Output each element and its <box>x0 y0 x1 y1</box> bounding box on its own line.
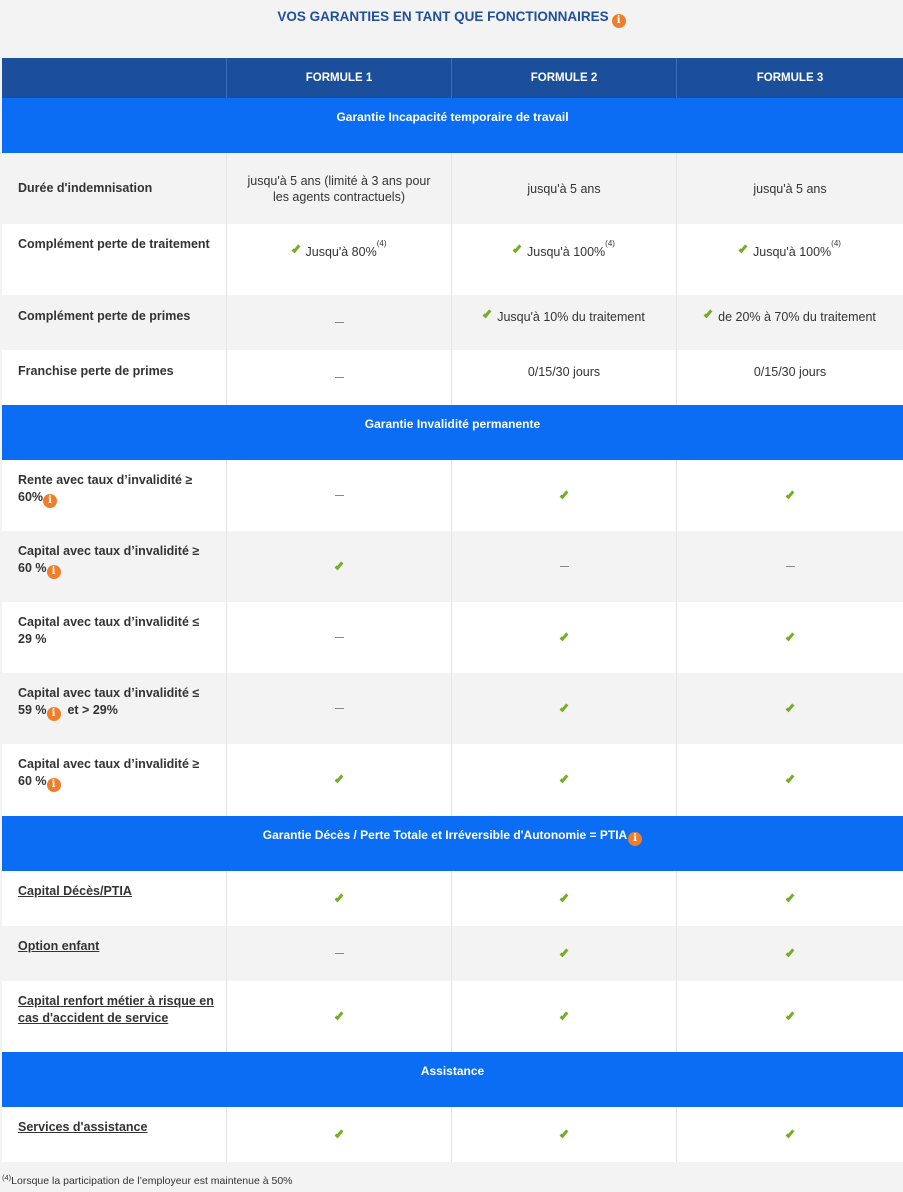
check-icon <box>786 1128 795 1137</box>
section-header-incapacite: Garantie Incapacité temporaire de travail <box>2 98 903 153</box>
cell-formule-1 <box>227 350 452 405</box>
check-icon <box>786 947 795 956</box>
cell-formule-2 <box>452 460 677 531</box>
table-row-option-enfant <box>2 926 903 981</box>
cell-formule-2 <box>452 673 677 744</box>
row-label-link[interactable]: Option enfant <box>2 926 227 981</box>
table-row-complement-traitement <box>2 224 903 295</box>
page-title: VOS GARANTIES EN TANT QUE FONCTIONNAIRES i <box>0 9 903 27</box>
check-icon <box>786 892 795 901</box>
cell-formule-1: Jusqu'à 80% (4) <box>227 224 452 295</box>
cell-formule-2 <box>452 981 677 1052</box>
row-label: Rente avec taux d’invalidité ≥ 60% i <box>2 460 227 531</box>
info-icon[interactable]: i <box>612 14 626 28</box>
dash-icon <box>786 566 795 568</box>
check-icon <box>335 1128 344 1137</box>
check-icon <box>291 244 300 253</box>
footnote: $^{(4)}$Lorsque la participation de l’employeur est maintenue à 50% <box>2 1173 293 1187</box>
dash-icon <box>560 566 569 568</box>
check-icon <box>335 892 344 901</box>
check-icon <box>560 631 569 640</box>
check-icon <box>483 309 492 318</box>
table-row-rente-60 <box>2 460 903 531</box>
table-row-complement-primes <box>2 295 903 350</box>
row-label: Complément perte de traitement <box>2 224 227 295</box>
section-header-assistance: Assistance <box>2 1052 903 1107</box>
check-icon <box>560 947 569 956</box>
check-icon <box>335 560 344 569</box>
check-icon <box>786 1010 795 1019</box>
dash-icon <box>335 322 344 324</box>
check-icon <box>786 774 795 783</box>
check-icon <box>560 1128 569 1137</box>
dash-icon <box>335 377 344 379</box>
cell-formule-2 <box>452 926 677 981</box>
section-header-deces: Garantie Décès / Perte Totale et Irréversible d'Autonomie = PTIA i <box>2 816 903 871</box>
cell-formule-2 <box>452 871 677 926</box>
check-icon <box>786 702 795 711</box>
column-header-formule-2: FORMULE 2 <box>452 58 677 98</box>
row-label: Capital avec taux d’invalidité ≥ 60 % i <box>2 744 227 816</box>
dash-icon <box>335 637 344 639</box>
cell-formule-2: jusqu'à 5 ans <box>452 153 677 224</box>
column-header-formule-1: FORMULE 1 <box>227 58 452 98</box>
table-row-capital-renfort <box>2 981 903 1052</box>
cell-formule-2 <box>452 1107 677 1162</box>
cell-formule-3 <box>677 926 903 981</box>
check-icon <box>335 1010 344 1019</box>
cell-formule-1 <box>227 1107 452 1162</box>
cell-formule-2: 0/15/30 jours <box>452 350 677 405</box>
cell-formule-1 <box>227 531 452 602</box>
cell-formule-3 <box>677 673 903 744</box>
table-row-capital-60-b <box>2 744 903 816</box>
check-icon <box>786 631 795 640</box>
table-row-capital-deces <box>2 871 903 926</box>
cell-formule-3 <box>677 531 903 602</box>
info-icon[interactable]: i <box>47 707 61 721</box>
check-icon <box>560 702 569 711</box>
cell-formule-3: de 20% à 70% du traitement <box>677 295 903 350</box>
row-label: Capital avec taux d’invalidité ≥ 60 % i <box>2 531 227 602</box>
cell-formule-1 <box>227 744 452 816</box>
info-icon[interactable]: i <box>47 565 61 579</box>
info-icon[interactable]: i <box>628 832 642 846</box>
cell-formule-2: Jusqu'à 10% du traitement <box>452 295 677 350</box>
cell-formule-3: 0/15/30 jours <box>753 365 827 379</box>
cell-formule-1 <box>227 673 452 744</box>
column-header-formule-3: FORMULE 3 <box>756 72 824 84</box>
table-row-capital-59 <box>2 673 903 744</box>
column-header-empty <box>2 58 227 98</box>
cell-formule-3 <box>677 1107 903 1162</box>
cell-formule-3 <box>677 871 903 926</box>
cell-formule-1 <box>227 602 452 673</box>
cell-formule-3 <box>677 460 903 531</box>
check-icon <box>704 309 713 318</box>
cell-formule-2 <box>452 602 677 673</box>
table-row-assistance <box>2 1107 903 1162</box>
check-icon <box>560 1010 569 1019</box>
cell-formule-1 <box>227 460 452 531</box>
row-label-link[interactable]: Services d'assistance <box>2 1107 227 1162</box>
check-icon <box>560 774 569 783</box>
cell-formule-1: jusqu'à 5 ans (limité à 3 ans pour les agents contractuels) <box>227 153 452 224</box>
row-label-link[interactable]: Capital Décès/PTIA <box>2 871 227 926</box>
check-icon <box>739 244 748 253</box>
check-icon <box>786 489 795 498</box>
check-icon <box>513 244 522 253</box>
cell-formule-3 <box>677 744 903 816</box>
cell-formule-2: Jusqu'à 100% (4) <box>452 224 677 295</box>
column-header-row <box>2 58 903 98</box>
row-label: Capital avec taux d’invalidité ≤ 29 % <box>2 602 227 673</box>
row-label-link[interactable]: Capital renfort métier à risque en cas d'accident de service <box>2 981 227 1052</box>
dash-icon <box>335 953 344 955</box>
row-label: Durée d'indemnisation <box>2 153 227 224</box>
cell-formule-3 <box>677 981 903 1052</box>
cell-formule-1 <box>227 981 452 1052</box>
cell-formule-1 <box>227 871 452 926</box>
table-row-capital-29 <box>2 602 903 673</box>
cell-formule-1 <box>227 926 452 981</box>
cell-formule-3: jusqu'à 5 ans <box>753 181 827 196</box>
check-icon <box>335 774 344 783</box>
cell-formule-1 <box>227 295 452 350</box>
cell-formule-3 <box>677 602 903 673</box>
check-icon <box>560 489 569 498</box>
table-row-capital-60 <box>2 531 903 602</box>
cell-formule-2 <box>452 531 677 602</box>
row-label: Complément perte de primes <box>2 295 227 350</box>
table-row-duree <box>2 153 903 224</box>
row-label: Capital avec taux d’invalidité ≤ 59 % i et > 29% <box>2 673 227 744</box>
cell-formule-3: Jusqu'à 100% (4) <box>677 224 903 295</box>
cell-formule-2 <box>452 744 677 816</box>
dash-icon <box>335 495 344 497</box>
section-header-invalidite: Garantie Invalidité permanente <box>2 405 903 460</box>
dash-icon <box>335 708 344 710</box>
info-icon[interactable]: i <box>47 778 61 792</box>
check-icon <box>560 892 569 901</box>
info-icon[interactable]: i <box>43 494 57 508</box>
row-label: Franchise perte de primes <box>2 350 227 405</box>
table-row-franchise <box>2 350 903 405</box>
